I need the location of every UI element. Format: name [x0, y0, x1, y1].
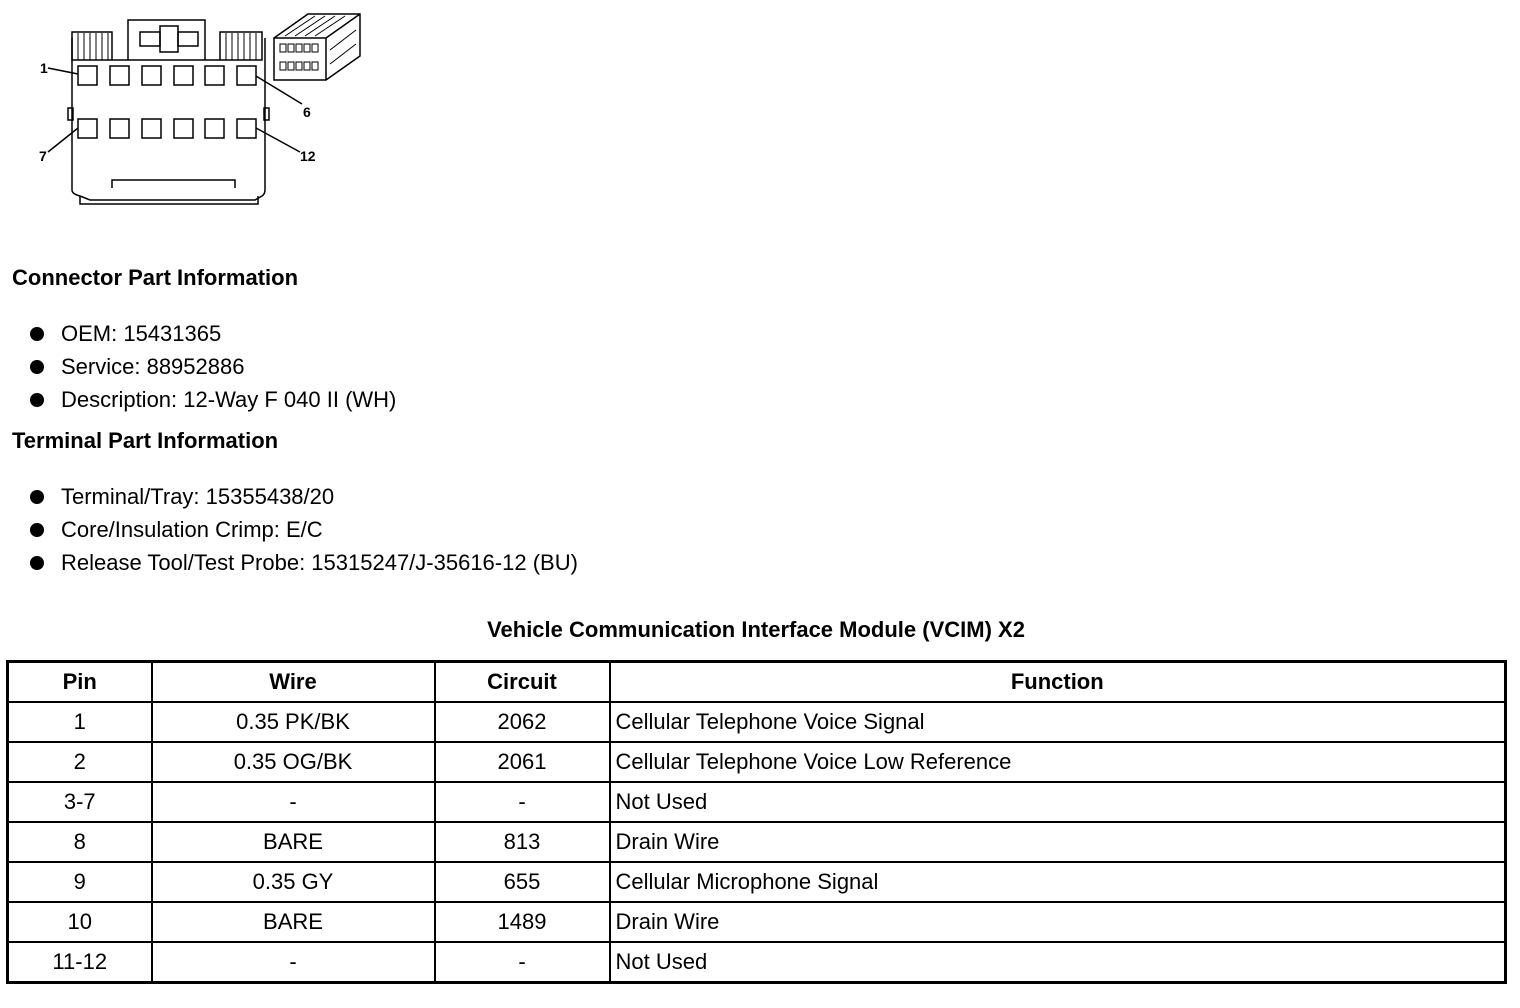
bullet-icon	[30, 490, 44, 504]
terminal-tray: Terminal/Tray: 15355438/20	[61, 484, 335, 509]
table-header-row	[8, 662, 1506, 703]
pin-label-1: 1	[40, 60, 48, 76]
header-wire: Wire	[152, 662, 435, 703]
cell-wire: 0.35 OG/BK	[152, 742, 435, 782]
cell-function: Cellular Telephone Voice Low Reference	[610, 742, 1506, 782]
cell-circuit: -	[435, 942, 610, 983]
table-row	[8, 782, 1506, 822]
cell-wire: BARE	[152, 902, 435, 942]
terminal-part-info-title: Terminal Part Information	[12, 428, 279, 453]
cell-pin: 3-7	[8, 782, 152, 822]
cell-circuit: 655	[435, 862, 610, 902]
bullet-icon	[30, 393, 44, 407]
list-item	[30, 384, 396, 417]
cell-function: Not Used	[610, 942, 1506, 983]
header-pin: Pin	[8, 662, 152, 703]
cell-pin: 10	[8, 902, 152, 942]
cell-wire: -	[152, 942, 435, 983]
cell-wire: -	[152, 782, 435, 822]
cell-circuit: 2061	[435, 742, 610, 782]
table-row	[8, 702, 1506, 742]
cell-circuit: -	[435, 782, 610, 822]
table-title: Vehicle Communication Interface Module (VCIM) X2	[487, 617, 1025, 642]
table-row	[8, 822, 1506, 862]
connector-body	[72, 38, 265, 200]
bullet-icon	[30, 327, 44, 341]
list-item	[30, 547, 578, 580]
table-row	[8, 742, 1506, 782]
list-item	[30, 514, 578, 547]
pin-label-12: 12	[300, 148, 316, 164]
cell-wire: BARE	[152, 822, 435, 862]
list-item	[30, 318, 396, 351]
cell-pin: 2	[8, 742, 152, 782]
crimp-info: Core/Insulation Crimp: E/C	[61, 517, 323, 542]
table-row	[8, 942, 1506, 983]
list-item	[30, 351, 396, 384]
service-part: Service: 88952886	[61, 354, 245, 379]
cell-pin: 11-12	[8, 942, 152, 983]
cell-function: Cellular Microphone Signal	[610, 862, 1506, 902]
cell-function: Cellular Telephone Voice Signal	[610, 702, 1506, 742]
cell-pin: 9	[8, 862, 152, 902]
bullet-icon	[30, 556, 44, 570]
pin-label-6: 6	[303, 104, 311, 120]
bullet-icon	[30, 360, 44, 374]
cell-circuit: 1489	[435, 902, 610, 942]
pin-label-7: 7	[39, 148, 47, 164]
connector-diagram	[0, 0, 380, 215]
connector-part-info-list	[30, 318, 396, 417]
list-item	[30, 481, 578, 514]
table-row	[8, 902, 1506, 942]
table-row	[8, 862, 1506, 902]
cell-pin: 1	[8, 702, 152, 742]
oem-part: OEM: 15431365	[61, 321, 222, 346]
connector-description: Description: 12-Way F 040 II (WH)	[61, 387, 397, 412]
header-function: Function	[610, 662, 1506, 703]
cell-function: Drain Wire	[610, 902, 1506, 942]
cell-circuit: 813	[435, 822, 610, 862]
cell-circuit: 2062	[435, 702, 610, 742]
release-tool: Release Tool/Test Probe: 15315247/J-35616-12 (BU)	[61, 550, 578, 575]
terminal-part-info-list	[30, 481, 578, 580]
header-circuit: Circuit	[435, 662, 610, 703]
connector-part-info-title: Connector Part Information	[12, 265, 299, 290]
cell-pin: 8	[8, 822, 152, 862]
cell-wire: 0.35 GY	[152, 862, 435, 902]
cell-function: Not Used	[610, 782, 1506, 822]
cell-wire: 0.35 PK/BK	[152, 702, 435, 742]
pinout-table	[6, 660, 1507, 984]
bullet-icon	[30, 523, 44, 537]
cell-function: Drain Wire	[610, 822, 1506, 862]
